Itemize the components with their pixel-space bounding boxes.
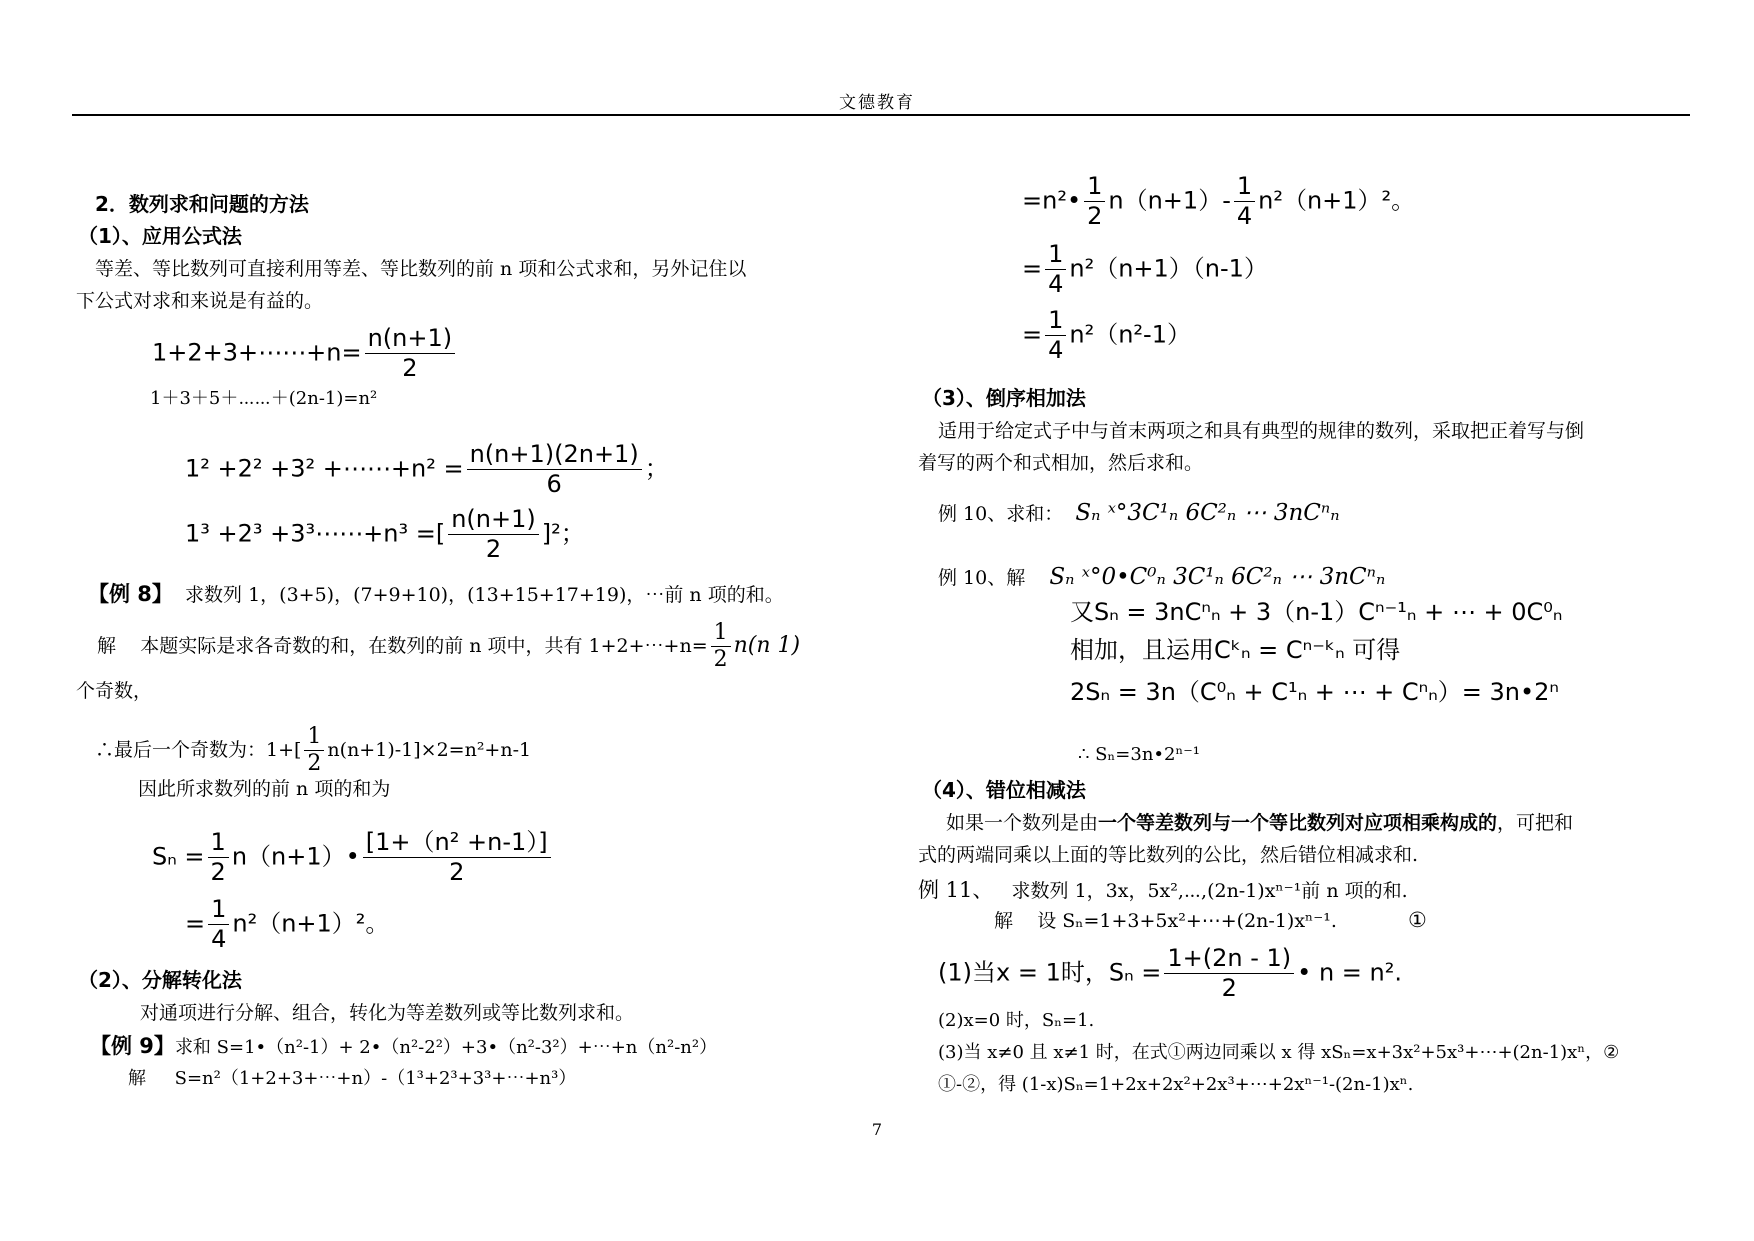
solution-8 xyxy=(97,620,800,674)
right-line-3-post: n²（n²-1） xyxy=(1069,320,1191,349)
sn-line-1-lhs: Sₙ = xyxy=(152,842,205,871)
last-odd xyxy=(95,724,531,778)
right-line-1-frac-2 xyxy=(1234,172,1255,231)
solution-8-den: 2 xyxy=(713,647,728,673)
solution-10-line-4: 2Sₙ = 3n（C⁰ₙ + C¹ₙ + ⋯ + Cⁿₙ）= 3n•2ⁿ xyxy=(1070,678,1559,706)
right-line-2-pre: = xyxy=(1022,254,1043,283)
sn-line-2 xyxy=(185,895,389,954)
last-odd-num: 1 xyxy=(304,724,324,751)
solution-10-line-2: 又Sₙ = 3nCⁿₙ + 3（n-1）Cⁿ⁻¹ₙ + ⋯ + 0C⁰ₙ xyxy=(1070,598,1563,626)
solution-8-num: 1 xyxy=(711,620,731,647)
formula-1-den: 2 xyxy=(402,353,418,382)
sub3-text-1: 适用于给定式子中与首末两项之和具有典型的规律的数列，采取把正着写与倒 xyxy=(938,420,1585,442)
sub4-text-1-a: 如果一个数列是由 xyxy=(946,812,1099,834)
right-line-3-den: 4 xyxy=(1048,335,1064,364)
solution-11-label: 解 xyxy=(994,910,1014,932)
solution-10-result: ∴ Sₙ=3n•2ⁿ⁻¹ xyxy=(1078,744,1200,765)
sub4-title: （4）、错位相减法 xyxy=(922,778,1086,802)
formula-4 xyxy=(185,505,585,564)
sub2-title: （2）、分解转化法 xyxy=(78,968,242,992)
sub1-text-2: 下公式对求和来说是有益的。 xyxy=(76,290,324,312)
right-line-1-frac-2-den: 4 xyxy=(1236,201,1253,230)
page-header: 文德教育 xyxy=(839,93,915,113)
sn-line-2-pre: = xyxy=(185,909,206,938)
last-odd-post: n(n+1)-1]×2=n²+n-1 xyxy=(327,738,532,761)
example-10-label: 例 10、求和： xyxy=(938,503,1064,525)
sn-line-2-frac xyxy=(208,895,229,954)
sub1-text-1: 等差、等比数列可直接利用等差、等比数列的前 n 项和公式求和，另外记住以 xyxy=(95,258,747,280)
example-9-text: 求和 S=1•（n²-1）+ 2•（n²-2²）+3•（n²-3²）+⋯+n（n²-n²） xyxy=(174,1037,718,1058)
sub4-text-1 xyxy=(946,812,1573,835)
formula-1-num: n(n+1) xyxy=(365,324,456,354)
example-8-text: 求数列 1，(3+5)，(7+9+10)，(13+15+17+19)，⋯前 n 项的和。 xyxy=(185,584,784,606)
solution-8-frac xyxy=(711,620,731,674)
sn-line-1-frac-2 xyxy=(363,828,551,887)
solution-11 xyxy=(994,910,1337,933)
sn-line-2-post: n²（n+1）²。 xyxy=(232,909,390,938)
solution-9-label: 解 xyxy=(128,1068,146,1089)
section-title: 2．数列求和问题的方法 xyxy=(95,192,309,216)
right-line-1-frac-1-num: 1 xyxy=(1084,172,1105,202)
last-odd-den: 2 xyxy=(307,751,322,777)
formula-1-lhs: 1+2+3+⋯⋯+n= xyxy=(152,338,362,367)
formula-4-lhs: 1³ +2³ +3³⋯⋯+n³ =[ xyxy=(185,519,446,548)
example-9-label: 【例 9】 xyxy=(90,1034,175,1058)
case-1-num: 1+(2n - 1) xyxy=(1164,944,1294,974)
example-8-label: 【例 8】 xyxy=(88,582,173,606)
sub1-title: （1）、应用公式法 xyxy=(78,224,242,248)
sn-line-1-frac-1 xyxy=(208,828,229,887)
case-1-frac xyxy=(1164,944,1294,1003)
formula-4-frac xyxy=(448,505,539,564)
page-number: 7 xyxy=(871,1120,883,1139)
right-line-1-frac-2-num: 1 xyxy=(1234,172,1255,202)
right-line-2-post: n²（n+1）（n-1） xyxy=(1069,254,1268,283)
solution-8-label: 解 xyxy=(97,634,117,657)
right-line-3-pre: = xyxy=(1022,320,1043,349)
sub3-text-2: 着写的两个和式相加，然后求和。 xyxy=(918,452,1204,474)
sub4-text-1-c: ，可把和 xyxy=(1497,812,1574,834)
case-2: (2)x=0 时，Sₙ=1. xyxy=(938,1010,1095,1031)
example-10-formula: Sₙ ˣ°3C¹ₙ 6C²ₙ ⋯ 3nCⁿₙ xyxy=(1075,500,1340,526)
sn-line-2-den: 4 xyxy=(211,924,227,953)
case-3: (3)当 x≠0 且 x≠1 时，在式①两边同乘以 x 得 xSₙ=x+3x²+5x³+⋯+(2n-1)xⁿ，② xyxy=(938,1042,1620,1063)
sn-line-1-mid: n（n+1）• xyxy=(231,842,360,871)
last-odd-pre: ∴最后一个奇数为：1+[ xyxy=(95,738,302,761)
solution-10 xyxy=(938,564,1385,592)
sub4-text-1-bold: 一个等差数列与一个等比数列对应项相乘构成的 xyxy=(1098,812,1498,834)
sn-line-1-frac-1-den: 2 xyxy=(210,857,226,886)
right-line-3-frac xyxy=(1045,306,1066,365)
solution-8-text: 本题实际是求各奇数的和，在数列的前 n 项中，共有 1+2+⋯+n= xyxy=(140,634,708,657)
formula-1 xyxy=(152,324,458,383)
sub3-title: （3）、倒序相加法 xyxy=(922,386,1086,410)
right-line-1-frac-1-den: 2 xyxy=(1087,201,1103,230)
right-line-2 xyxy=(1022,240,1268,299)
solution-9-text: S=n²（1+2+3+⋯+n）-（1³+2³+3³+⋯+n³） xyxy=(174,1068,577,1089)
example-11-label: 例 11、 xyxy=(918,878,994,902)
solution-11-text: 设 Sₙ=1+3+5x²+⋯+(2n-1)xⁿ⁻¹. xyxy=(1037,910,1337,932)
solution-10-formula: Sₙ ˣ°0•C⁰ₙ 3C¹ₙ 6C²ₙ ⋯ 3nCⁿₙ xyxy=(1049,564,1386,590)
solution-9 xyxy=(128,1068,576,1090)
formula-1-frac xyxy=(365,324,456,383)
right-line-1-post: n²（n+1）²。 xyxy=(1258,186,1416,215)
example-11 xyxy=(918,878,1408,903)
right-line-2-frac xyxy=(1045,240,1066,299)
header-rule xyxy=(72,114,1690,116)
formula-3-lhs: 1² +2² +3² +⋯⋯+n² = xyxy=(185,454,464,483)
right-line-3 xyxy=(1022,306,1191,365)
case-3-line-2: ①-②，得 (1-x)Sₙ=1+2x+2x²+2x³+⋯+2xⁿ⁻¹-(2n-1)xⁿ. xyxy=(938,1074,1414,1095)
formula-3-end: ； xyxy=(644,454,669,483)
sn-line-1-frac-2-den: 2 xyxy=(449,857,465,886)
solution-8-line-2: 个奇数， xyxy=(76,680,153,702)
solution-8-tail: n(n 1) xyxy=(733,632,801,658)
example-8 xyxy=(88,582,784,607)
sn-line-2-num: 1 xyxy=(208,895,229,925)
solution-10-label: 例 10、解 xyxy=(938,567,1026,589)
last-odd-frac xyxy=(304,724,324,778)
formula-3-frac xyxy=(467,440,642,499)
formula-3-den: 6 xyxy=(546,469,562,498)
right-line-1-pre: =n²• xyxy=(1022,186,1082,215)
right-line-3-num: 1 xyxy=(1045,306,1066,336)
formula-4-num: n(n+1) xyxy=(448,505,539,535)
formula-3-num: n(n+1)(2n+1) xyxy=(467,440,642,470)
case-1-pre: (1)当x = 1时，Sₙ = xyxy=(938,958,1162,987)
example-10 xyxy=(938,500,1340,528)
formula-3 xyxy=(185,440,669,499)
sub2-text: 对通项进行分解、组合，转化为等差数列或等比数列求和。 xyxy=(140,1002,635,1024)
right-line-1-frac-1 xyxy=(1084,172,1105,231)
formula-4-end: ]²； xyxy=(541,519,585,548)
equation-mark-1: ① xyxy=(1408,908,1427,932)
case-1-den: 2 xyxy=(1221,973,1237,1002)
right-line-1 xyxy=(1022,172,1415,231)
sub4-text-2: 式的两端同乘以上面的等比数列的公比，然后错位相减求和. xyxy=(918,844,1419,866)
case-1 xyxy=(938,944,1402,1003)
right-line-2-den: 4 xyxy=(1048,269,1064,298)
example-11-text: 求数列 1，3x，5x²,⋯,(2n-1)xⁿ⁻¹前 n 项的和. xyxy=(1011,880,1408,902)
example-9 xyxy=(90,1034,717,1059)
formula-2: 1＋3＋5＋⋯⋯＋(2n-1)=n² xyxy=(150,388,378,409)
sn-line-1-frac-1-num: 1 xyxy=(208,828,229,858)
sn-line-1-frac-2-num: [1+（n² +n-1）] xyxy=(363,828,551,858)
right-line-1-mid: n（n+1）- xyxy=(1108,186,1231,215)
solution-10-line-3: 相加，且运用Cᵏₙ = Cⁿ⁻ᵏₙ 可得 xyxy=(1070,636,1401,664)
sum-intro: 因此所求数列的前 n 项的和为 xyxy=(138,778,391,800)
right-line-2-num: 1 xyxy=(1045,240,1066,270)
case-1-post: • n = n². xyxy=(1297,958,1402,987)
formula-4-den: 2 xyxy=(485,534,502,563)
sn-line-1 xyxy=(152,828,554,887)
